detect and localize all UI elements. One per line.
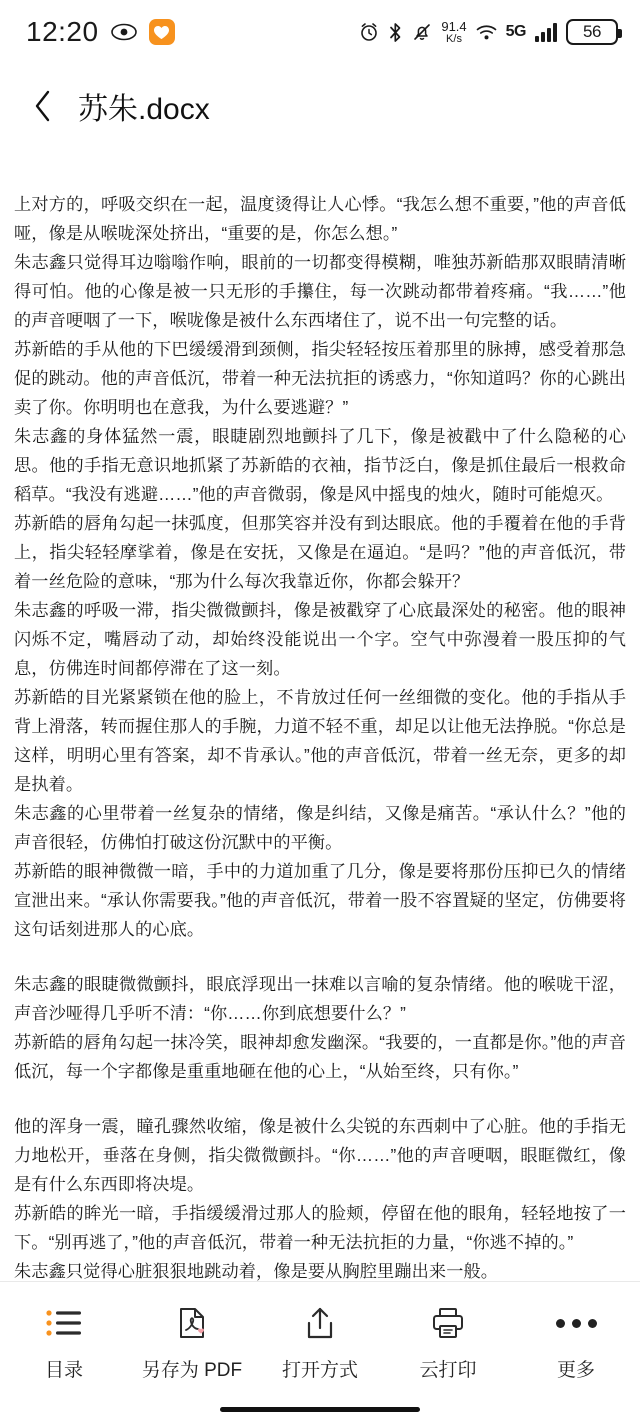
battery-indicator [566,19,618,45]
document-content[interactable] [0,190,640,1281]
home-indicator[interactable] [220,1407,420,1412]
battery-level-label: 56 [583,22,601,41]
toolbar-item-save-as-pdf[interactable] [132,1303,252,1382]
toolbar-item-open-with[interactable] [260,1303,380,1382]
document-paragraph: 朱志鑫只觉得耳边嗡嗡作响，眼前的一切都变得模糊，唯独苏新皓那双眼睛清晰得可怕。他的心像是被一只无形的手攥住，每一次跳动都带着疼痛。“我……”他的声音哽咽了一下，喉咙像是被什么东西堵住了，说不出一句完整的话。 [14,252,626,330]
bluetooth-icon [388,22,403,43]
network-type-label: 5G [505,23,526,40]
status-bar [0,0,640,64]
bell-muted-icon [412,22,432,42]
document-paragraph: 他的浑身一震，瞳孔骤然收缩，像是被什么尖锐的东西刺中了心脏。他的手指无力地松开，垂落在身侧，指尖微微颤抖。“你……”他的声音哽咽，眼眶微红，像是有什么东西即将决堤。 [14,1116,626,1194]
network-speed-unit: K/s [446,32,462,45]
document-paragraph: 上对方的，呼吸交织在一起，温度烫得让人心悸。“我怎么想不重要，”他的声音低哑，像是从喉咙深处挤出，“重要的是，你怎么想。” [14,194,626,243]
signal-bars-icon [535,22,557,42]
status-clock: 12:20 [26,16,99,47]
alarm-clock-icon [359,22,379,42]
title-bar [0,64,640,148]
wifi-icon [476,24,497,41]
document-paragraph: 苏新皓的眼神微微一暗，手中的力道加重了几分，像是要将那份压抑已久的情绪宣泄出来。“承认你需要我。”他的声音低沉，带着一股不容置疑的坚定，仿佛要将这句话刻进那人的心底。 [14,861,626,939]
document-paragraph: 苏新皓的手从他的下巴缓缓滑到颈侧，指尖轻轻按压着那里的脉搏，感受着那急促的跳动。他的声音低沉，带着一种无法抗拒的诱惑力，“你知道吗？你的心跳出卖了你。你明明也在意我，为什么要逃避？” [14,339,626,417]
back-chevron-icon[interactable] [30,86,56,126]
list-catalog-icon [45,1303,83,1343]
cloud-print-icon [431,1303,465,1343]
toolbar-label: 更多 [556,1360,595,1381]
toolbar-label: 另存为 PDF [141,1360,243,1381]
status-bar-right [359,19,618,45]
toolbar-item-more[interactable] [516,1303,636,1382]
share-open-with-icon [304,1303,336,1343]
bottom-toolbar [0,1281,640,1421]
document-paragraph: 朱志鑫的身体猛然一震，眼睫剧烈地颤抖了几下，像是被戳中了什么隐秘的心思。他的手指无意识地抓紧了苏新皓的衣袖，指节泛白，像是抓住最后一根救命稻草。“我没有逃避……”他的声音微弱，像是风中摇曳的烛火，随时可能熄灭。 [14,426,626,504]
save-as-pdf-icon [175,1303,209,1343]
document-paragraph: 苏新皓的目光紧紧锁在他的脸上，不肯放过任何一丝细微的变化。他的手指从手背上滑落，转而握住那人的手腕，力道不轻不重，却足以让他无法挣脱。“你总是这样，明明心里有答案，却不肯承认。”他的声音低沉，带着一丝无奈，更多的却是执着。 [14,687,626,794]
document-paragraph: 苏新皓的眸光一暗，手指缓缓滑过那人的脸颊，停留在他的眼角，轻轻地按了一下。“别再逃了，”他的声音低沉，带着一种无法抗拒的力量，“你逃不掉的。” [14,1203,626,1252]
document-paragraph: 朱志鑫的眼睫微微颤抖，眼底浮现出一抹难以言喻的复杂情绪。他的喉咙干涩，声音沙哑得几乎听不清：“你……你到底想要什么？” [14,974,626,1023]
wallet-badge-icon [149,19,175,45]
document-paragraph: 苏新皓的唇角勾起一抹冷笑，眼神却愈发幽深。“我要的，一直都是你。”他的声音低沉，每一个字都像是重重地砸在他的心上，“从始至终，只有你。” [14,1032,626,1081]
document-paragraph: 苏新皓的唇角勾起一抹弧度，但那笑容并没有到达眼底。他的手覆着在他的手背上，指尖轻轻摩挲着，像是在安抚，又像是在逼迫。“是吗？”他的声音低沉，带着一丝危险的意味，“那为什么每次我靠近你，你都会躲开？ [14,513,626,591]
document-paragraph: 朱志鑫只觉得心脏狠狠地跳动着，像是要从胸腔里蹦出来一般。 [14,1261,499,1281]
network-speed-value: 91.4 [441,18,467,34]
page-title: 苏朱.docx [78,93,210,126]
more-dots-icon [556,1303,597,1343]
toolbar-item-cloud-print[interactable] [388,1303,508,1382]
toolbar-label: 云打印 [419,1360,477,1381]
eye-icon [111,23,137,41]
document-paragraph: 朱志鑫的心里带着一丝复杂的情绪，像是纠结，又像是痛苦。“承认什么？”他的声音很轻，仿佛怕打破这份沉默中的平衡。 [14,803,626,852]
toolbar-item-catalog[interactable] [4,1303,124,1382]
toolbar-label: 打开方式 [281,1360,358,1381]
toolbar-label: 目录 [44,1360,83,1381]
network-speed [441,20,466,45]
status-bar-left [26,16,175,48]
document-paragraph: 朱志鑫的呼吸一滞，指尖微微颤抖，像是被戳穿了心底最深处的秘密。他的眼神闪烁不定，嘴唇动了动，却始终没能说出一个字。空气中弥漫着一股压抑的气息，仿佛连时间都停滞在了这一刻。 [14,600,626,678]
